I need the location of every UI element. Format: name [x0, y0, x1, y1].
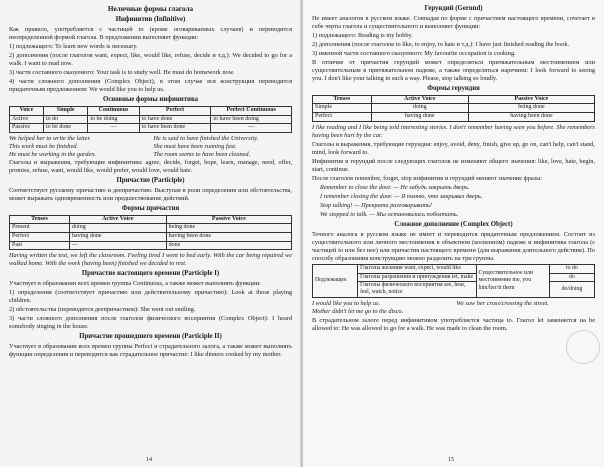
paragraph: Участвует в образовании всех времен группы Perfect и страдательного залога, а также может выполнять функции определения и переводится как страдательное причастие: I like dinners cooked by my mother. [9, 343, 292, 359]
function-item: 3) части составного сказуемого: Your task is to study well. He must do homework now. [9, 69, 235, 77]
example: I would like you to help us. [312, 299, 381, 307]
participle-title: Причастие (Participle) [116, 177, 185, 185]
paragraph: Точного аналога в русском языке не имеет и переводится придаточным предложением. Состоит из существительного или личного местоимения в объектном (косвенном) падеже и инфинитива глагола (с частицей to или без нее) или причастия настоящего времени (для выражения длительного действия). По способу образования конструкцию можно разделить на три группы. [312, 230, 595, 263]
example-row [9, 135, 292, 143]
table-title: Формы причастия [121, 205, 180, 212]
function-item: 2) обстоятельства (переводится деепричастием): She went out smiling. [9, 306, 196, 314]
table-row [313, 113, 595, 122]
example: He must be working in the garden. [9, 151, 97, 159]
table-cell: to do [549, 265, 594, 273]
table-cell: Present [10, 224, 70, 233]
table-cell: Глаголы физического восприятия see, hear, feel, watch, notice [358, 281, 476, 297]
table-header: Perfect [139, 106, 211, 115]
table-header: Simple [44, 106, 88, 115]
paragraph: Не имеет аналогов в русском языке. Совпадая по форме с причастием настоящего времени, сочетает в себе черты глагола и существительного и выполняет функции: [312, 14, 595, 30]
paragraph: Соответствует русскому причастию и деепричастию. Выступая в роли определения или обстоятельства, может выражать одновременность или предшествование действий. [9, 186, 292, 202]
function-item: 1) определения (соответствует причастию или действительному причастию): Look at those playing children. [9, 289, 292, 305]
example-paragraph: I like reading and I like being told interesting stories. I don't remember having seen you before. She remembers having been hurt by the car. [312, 123, 595, 139]
table-header: Passive Voice [166, 215, 291, 224]
table-title: Основные формы инфинитива [102, 96, 199, 104]
table-cell: Simple [313, 104, 372, 113]
complex-object-table [312, 264, 595, 298]
table-header: Perfect Continuous [211, 106, 292, 115]
example: I remember closing the door. — Я помню, что закрывал дверь. [320, 193, 483, 201]
example-row [312, 300, 595, 308]
gerund-table [312, 95, 595, 122]
table-cell: Active [10, 115, 44, 124]
table-cell: to have done [139, 115, 211, 124]
left-page [0, 0, 301, 467]
gerund-title: Герундий (Gerund) [424, 5, 483, 12]
example: We stopped to talk. — Мы остановились поболтать. [320, 211, 459, 219]
table-row [10, 233, 292, 242]
table-row [10, 115, 292, 124]
table-cell: Passive [10, 124, 44, 133]
page-number: 14 [146, 457, 152, 464]
function-item: 3) части сложного дополнения после глаголов физического восприятия (Complex Object): I heard somebody singing in the house. [9, 315, 292, 331]
table-row [313, 265, 595, 273]
table-cell: Perfect [313, 113, 372, 122]
table-row [10, 224, 292, 233]
example: We helped her to write the letter. [9, 134, 91, 142]
participle-one-title: Причастие настоящего времени (Participle I) [81, 270, 220, 278]
function-item: 4) части сложного дополнения (Complex Object), в этом случае вся конструкция переводится придаточным предложением: We would like you to help us. [9, 78, 292, 94]
paragraph: Участвует в образовании всех времен группы Continuous, а также может выполнять функции: [9, 280, 261, 288]
example: Remember to close the door. — Не забудь закрыть дверь. [320, 184, 470, 192]
example: We saw her cross/crossing the street. [456, 299, 549, 307]
table-cell: — [88, 124, 139, 133]
table-cell: to have been done [139, 124, 211, 133]
table-row [313, 104, 595, 113]
right-page [303, 0, 604, 467]
table-cell: do [549, 273, 594, 281]
table-cell: Past [10, 241, 70, 250]
table-cell: — [211, 124, 292, 133]
table-cell: to do [44, 115, 88, 124]
table-cell: Глаголы разрешения и принуждения let, make [358, 273, 476, 281]
section-title: Неличные формы глагола [107, 5, 194, 13]
example: Stop talking! — Прекрати разговаривать! [320, 202, 432, 210]
table-cell: doing [70, 224, 167, 233]
paragraph: Глаголы и выражения, требующие инфинитива: agree, decide, forget, hope, learn, manage, need, offer, promise, refuse, want, would like, would prefer, would love, would hate. [9, 159, 292, 175]
table-row [10, 241, 292, 250]
example-row [9, 143, 292, 151]
paragraph: В страдательном залоге перед инфинитивом употребляется частица to. Глагол let заменяется на be allowed to: He was allowed to go for a walk. He was made to clean the room. [312, 316, 595, 332]
infinitive-title: Инфинитив (Infinitive) [115, 16, 186, 24]
participle-two-title: Причастие прошедшего времени (Participle II) [79, 333, 222, 341]
paragraph: Глаголы и выражения, требующие герундия: enjoy, avoid, deny, finish, give up, go on, can't help, can't stand, mind, look forward to. [312, 140, 595, 156]
table-cell: Подлежащее [313, 265, 358, 298]
example-paragraph: Having written the test, we left the classroom. Feeling tired I went to bed early. With the car being repaired we walked home. With the work (having been) finished we decided to rest. [9, 252, 292, 268]
function-item: 1) подлежащего: To learn new words is necessary. [9, 43, 138, 50]
participle-table [9, 215, 292, 251]
paragraph: Инфинитив и герундий после следующих глаголов не изменяют общего значения: like, love, hate, begin, start, continue. [312, 157, 595, 173]
table-header: Passive Voice [468, 95, 594, 104]
example: He is said to have finished the University. [153, 134, 259, 142]
table-cell: Существительное или местоимение me, you him/her/it them [476, 265, 549, 298]
complex-object-title: Сложное дополнение (Complex Object) [394, 221, 513, 229]
function-item: 1) подлежащего: Reading is my hobby. [312, 31, 413, 39]
table-cell: Глаголы желания want, expect, would like [358, 265, 476, 273]
table-cell: to be done [44, 124, 88, 133]
table-title: Формы герундия [427, 85, 480, 93]
watermark-stamp [566, 330, 600, 364]
table-cell: being done [166, 224, 291, 233]
table-header: Active Voice [371, 95, 468, 104]
table-cell: having been done [166, 233, 291, 242]
table-cell: doing [371, 104, 468, 113]
function-item: 2) дополнения (после глаголов to like, to enjoy, to hate и т.д.): I have just finished reading the book. [312, 40, 570, 48]
table-cell: being done [468, 104, 594, 113]
function-item: 2) дополнения (после глаголов want, expect, like, would like, refuse, decide и т.д.): We decided to go for a walk. I want to read now. [9, 52, 292, 68]
function-item: 3) именной части составного сказуемого: My favourite occupation is cooking. [312, 49, 516, 57]
table-header: Continuous [88, 106, 139, 115]
infinitive-table [9, 106, 292, 133]
paragraph: После глаголов remember, forget, stop инфинитив и герундий меняют значение фразы: [312, 175, 543, 183]
table-cell: done [166, 241, 291, 250]
table-row [10, 124, 292, 133]
paragraph: В отличие от причастия герундий может определяться притяжательным местоимением или существительным в притяжательном падеже, а также определяться наречием: I look forward to seeing you. I don't like your talking in such a way. Please, stop talking so loudly. [312, 58, 595, 83]
table-cell: — [70, 241, 167, 250]
table-cell: having done [371, 113, 468, 122]
table-cell: having done [70, 233, 167, 242]
example: She must have been running fast. [153, 143, 237, 151]
example: This work must be finished. [9, 143, 79, 151]
table-cell: to be doing [88, 115, 139, 124]
table-header: Active Voice [70, 215, 167, 224]
table-header: Tenses [10, 215, 70, 224]
example: Mother didn't let me go to the disco. [312, 307, 404, 315]
page-number: 15 [448, 457, 454, 464]
example-row [9, 151, 292, 159]
paragraph: Как правило, употребляется с частицей to (кроме оговариваемых случаев) и переводится неопределенной формой глагола. В предложении выполняет функции: [9, 25, 292, 41]
table-cell: do/doing [549, 281, 594, 297]
example: The room seems to have been cleaned. [153, 151, 251, 159]
table-header: Voice [10, 106, 44, 115]
table-header: Tenses [313, 95, 372, 104]
table-cell: having been done [468, 113, 594, 122]
table-cell: to have been doing [211, 115, 292, 124]
table-cell: Perfect [10, 233, 70, 242]
